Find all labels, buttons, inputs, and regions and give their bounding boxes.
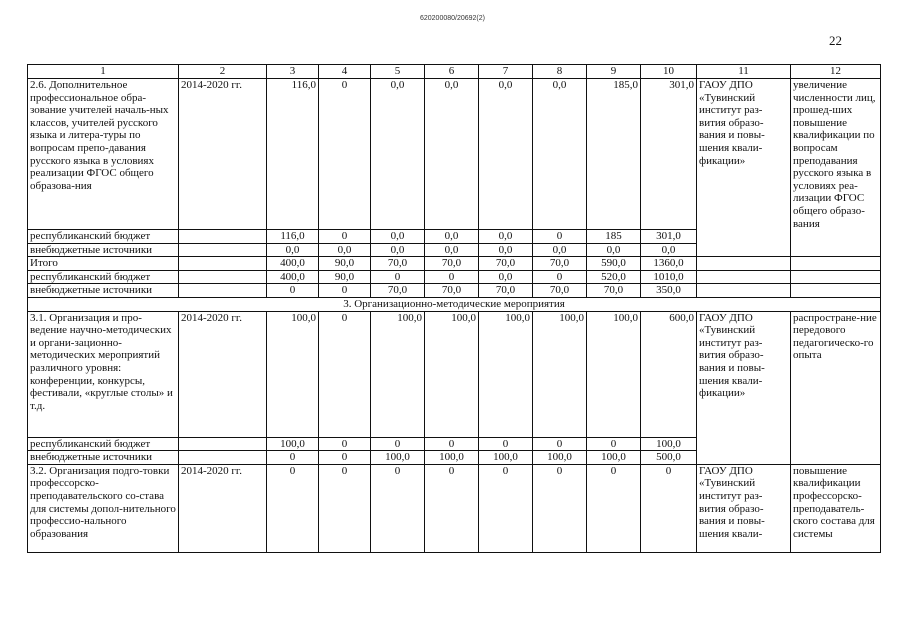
value-cell: 0,0 (533, 243, 587, 257)
header-cell: 12 (791, 65, 881, 79)
value-cell: 70,0 (479, 284, 533, 298)
value-cell: 70,0 (425, 284, 479, 298)
value-cell: 0 (641, 464, 697, 552)
executor: ГАОУ ДПО «Тувинский институт раз-вития образо-вания и повы-шения квали- (697, 464, 791, 552)
value-cell: 70,0 (479, 257, 533, 271)
header-cell: 11 (697, 65, 791, 79)
value-cell: 0,0 (479, 243, 533, 257)
value-cell: 90,0 (319, 257, 371, 271)
table-row (28, 79, 881, 230)
header-cell: 8 (533, 65, 587, 79)
section-row (28, 297, 881, 311)
row-label: Итого (28, 257, 179, 271)
section-title: 3. Организационно-методические мероприятия (28, 297, 881, 311)
value-cell: 0,0 (425, 230, 479, 244)
value-cell: 0,0 (371, 230, 425, 244)
value-cell: 0 (319, 311, 371, 437)
value-cell: 0 (319, 464, 371, 552)
value-cell: 70,0 (587, 284, 641, 298)
value-cell: 0,0 (479, 79, 533, 230)
value-cell: 0 (425, 464, 479, 552)
value-cell: 100,0 (267, 437, 319, 451)
value-cell: 0 (587, 464, 641, 552)
value-cell: 301,0 (641, 79, 697, 230)
value-cell: 100,0 (587, 451, 641, 465)
value-cell: 0 (319, 79, 371, 230)
value-cell: 0,0 (641, 243, 697, 257)
value-cell: 0,0 (425, 243, 479, 257)
value-cell: 0,0 (479, 230, 533, 244)
expected-result: распростране-ние передового педагогическо-го опыта (791, 311, 881, 464)
value-cell: 0,0 (267, 243, 319, 257)
table-row (28, 270, 881, 284)
value-cell: 116,0 (267, 79, 319, 230)
row-label: республиканский бюджет (28, 270, 179, 284)
value-cell: 0 (371, 437, 425, 451)
value-cell: 400,0 (267, 257, 319, 271)
value-cell: 70,0 (425, 257, 479, 271)
value-cell: 0 (533, 270, 587, 284)
value-cell: 0,0 (425, 79, 479, 230)
value-cell: 0,0 (371, 243, 425, 257)
value-cell: 0 (533, 437, 587, 451)
period: 2014-2020 гг. (179, 311, 267, 437)
value-cell: 0 (319, 437, 371, 451)
header-cell: 1 (28, 65, 179, 79)
value-cell: 90,0 (319, 270, 371, 284)
expected-result: увеличение численности лиц, прошед-ших повышение квалификации по вопросам преподавания русского языка в условиях реа-лизации ФГОС общего образо-вания (791, 79, 881, 257)
row-label: внебюджетные источники (28, 243, 179, 257)
value-cell: 100,0 (479, 451, 533, 465)
program-table (27, 64, 881, 553)
value-cell: 400,0 (267, 270, 319, 284)
value-cell: 0 (267, 464, 319, 552)
value-cell: 0,0 (319, 243, 371, 257)
row-label: внебюджетные источники (28, 284, 179, 298)
value-cell: 0 (479, 464, 533, 552)
value-cell: 100,0 (533, 451, 587, 465)
value-cell: 100,0 (267, 311, 319, 437)
value-cell: 590,0 (587, 257, 641, 271)
value-cell: 0,0 (587, 243, 641, 257)
value-cell: 0 (319, 451, 371, 465)
value-cell: 0 (371, 270, 425, 284)
value-cell: 0,0 (371, 79, 425, 230)
period: 2014-2020 гг. (179, 79, 267, 230)
executor: ГАОУ ДПО «Тувинский институт раз-вития образо-вания и повы-шения квали-фикации» (697, 79, 791, 257)
header-cell: 3 (267, 65, 319, 79)
value-cell: 301,0 (641, 230, 697, 244)
row-label: внебюджетные источники (28, 451, 179, 465)
table-row (28, 464, 881, 552)
value-cell: 0 (425, 437, 479, 451)
value-cell: 70,0 (533, 257, 587, 271)
measure-name: 2.6. Дополнительное профессиональное обра-зование учителей началь-ных классов, учителей русского языка и литера-туры по вопросам препо-давания русского языка в условиях реализации ФГОС общего образова-ния (28, 79, 179, 230)
table-row (28, 311, 881, 437)
value-cell: 600,0 (641, 311, 697, 437)
value-cell: 500,0 (641, 451, 697, 465)
header-row (28, 65, 881, 79)
value-cell: 0 (587, 437, 641, 451)
value-cell: 0 (479, 437, 533, 451)
header-cell: 6 (425, 65, 479, 79)
measure-name: 3.1. Организация и про-ведение научно-методических и органи-зационно-методических мероприятий различного уровня: конференции, конкурсы, фестивали, «круглые столы» и т.д. (28, 311, 179, 437)
executor: ГАОУ ДПО «Тувинский институт раз-вития образо-вания и повы-шения квали-фикации» (697, 311, 791, 464)
value-cell: 70,0 (533, 284, 587, 298)
value-cell: 1010,0 (641, 270, 697, 284)
header-cell: 4 (319, 65, 371, 79)
header-cell: 5 (371, 65, 425, 79)
value-cell: 0 (267, 451, 319, 465)
row-label: республиканский бюджет (28, 230, 179, 244)
value-cell: 100,0 (425, 311, 479, 437)
header-cell: 7 (479, 65, 533, 79)
value-cell: 100,0 (533, 311, 587, 437)
value-cell: 520,0 (587, 270, 641, 284)
value-cell: 0 (319, 230, 371, 244)
value-cell: 100,0 (371, 451, 425, 465)
document-id: 620200080/20692(2) (419, 15, 485, 22)
value-cell: 0 (425, 270, 479, 284)
row-label: республиканский бюджет (28, 437, 179, 451)
value-cell: 100,0 (587, 311, 641, 437)
value-cell: 116,0 (267, 230, 319, 244)
header-cell: 9 (587, 65, 641, 79)
period: 2014-2020 гг. (179, 464, 267, 552)
value-cell: 70,0 (371, 284, 425, 298)
value-cell: 100,0 (479, 311, 533, 437)
page-number: 22 (829, 33, 842, 48)
expected-result: повышение квалификации профессорско-преподаватель-ского состава для системы (791, 464, 881, 552)
table-row (28, 284, 881, 298)
value-cell: 0,0 (533, 79, 587, 230)
value-cell: 100,0 (425, 451, 479, 465)
header-cell: 10 (641, 65, 697, 79)
measure-name: 3.2. Организация подго-товки профессорско-преподавательского со-става для системы допол-нительного профессио-нального образования (28, 464, 179, 552)
value-cell: 1360,0 (641, 257, 697, 271)
value-cell: 100,0 (371, 311, 425, 437)
value-cell: 0 (533, 230, 587, 244)
value-cell: 0 (371, 464, 425, 552)
value-cell: 0 (319, 284, 371, 298)
value-cell: 70,0 (371, 257, 425, 271)
header-cell: 2 (179, 65, 267, 79)
value-cell: 185,0 (587, 79, 641, 230)
table-row (28, 257, 881, 271)
value-cell: 100,0 (641, 437, 697, 451)
value-cell: 0,0 (479, 270, 533, 284)
value-cell: 185 (587, 230, 641, 244)
value-cell: 0 (267, 284, 319, 298)
value-cell: 350,0 (641, 284, 697, 298)
value-cell: 0 (533, 464, 587, 552)
